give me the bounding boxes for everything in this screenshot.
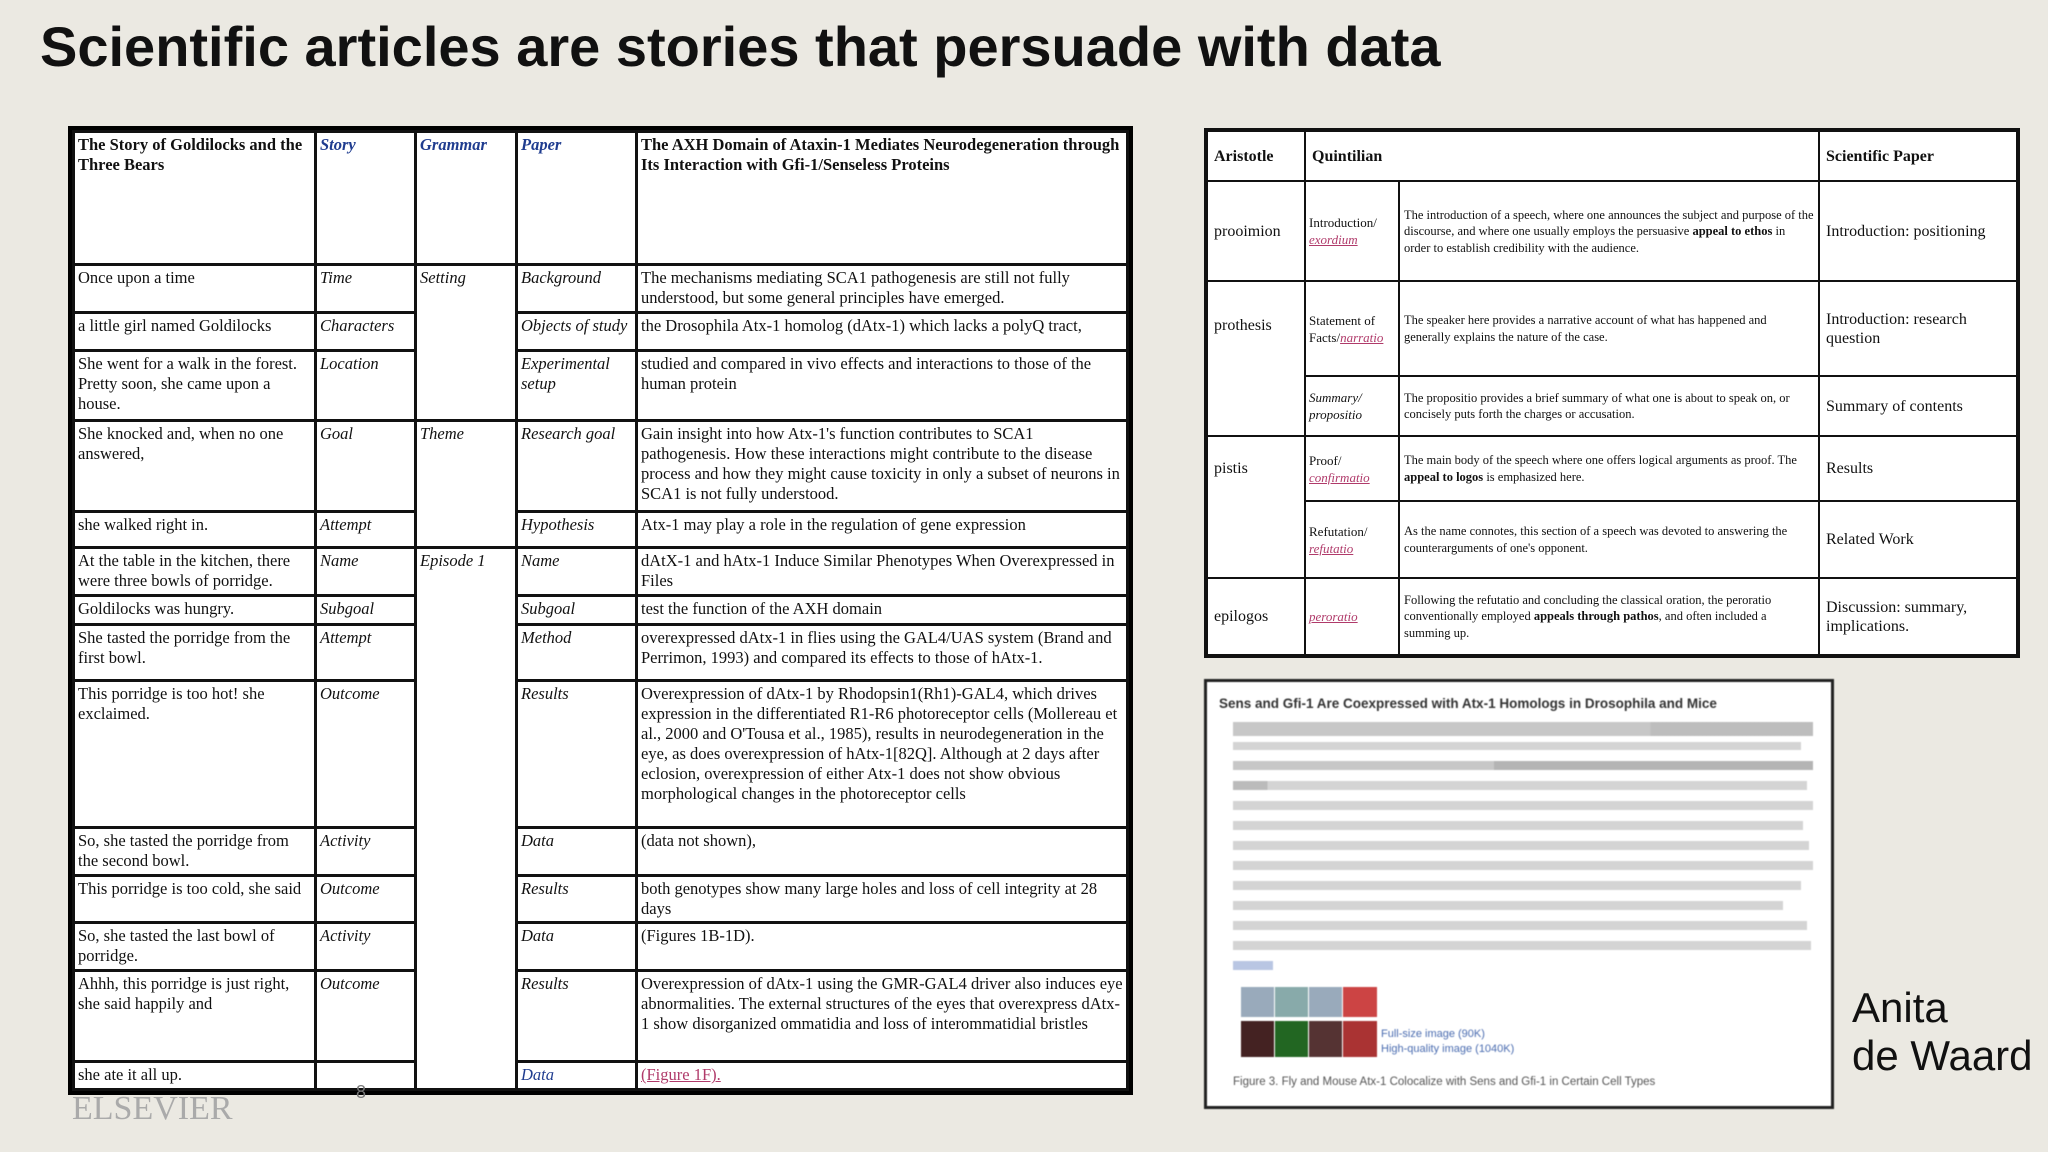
full-size-image-link[interactable]: Full-size image (90K)	[1381, 1028, 1485, 1040]
story-role: Outcome	[317, 877, 414, 922]
paper-text: (data not shown),	[638, 829, 1126, 874]
paper-role: Results	[518, 877, 635, 922]
story-text: This porridge is too hot! she exclaimed.	[75, 682, 314, 825]
story-text: She went for a walk in the forest. Pretty soon, she came upon a house.	[75, 352, 314, 419]
header-quintilian: Quintilian	[1306, 132, 1818, 180]
header-aristotle: Aristotle	[1208, 132, 1304, 180]
story-role: Outcome	[317, 972, 414, 1060]
paper-section: Results	[1820, 437, 2016, 499]
paper-role: Objects of study	[518, 314, 635, 349]
paper-text: the Drosophila Atx-1 homolog (dAtx-1) which lacks a polyQ tract,	[638, 314, 1126, 349]
refutatio-link[interactable]: refutatio	[1309, 540, 1354, 556]
header-paper-title: The AXH Domain of Ataxin-1 Mediates Neurodegeneration through Its Interaction with Gfi-1/Senseless Proteins	[638, 133, 1126, 263]
story-role: Name	[317, 549, 414, 594]
story-role: Goal	[317, 422, 414, 510]
paper-role: Name	[518, 549, 635, 594]
story-text: She knocked and, when no one answered,	[75, 422, 314, 510]
paper-section: Summary of contents	[1820, 377, 2016, 435]
paper-text: test the function of the AXH domain	[638, 597, 1126, 624]
paper-role: Hypothesis	[518, 513, 635, 546]
paper-role: Data	[518, 924, 635, 969]
table-row	[1208, 502, 2016, 578]
paper-text: studied and compared in vivo effects and interactions to those of the human protein	[638, 352, 1126, 419]
table-row	[75, 352, 1126, 419]
table-row	[1208, 182, 2016, 280]
grammar-role: Setting	[417, 266, 515, 419]
excerpt-body-blurred	[1233, 716, 1813, 970]
story-text: Once upon a time	[75, 266, 314, 311]
image-links	[1381, 1027, 1514, 1057]
description: The propositio provides a brief summary of what one is about to speak on, or concisely puts forth the charges or accusation.	[1400, 377, 1818, 435]
story-role: Attempt	[317, 513, 414, 546]
peroratio-link[interactable]: peroratio	[1309, 609, 1358, 625]
narratio-link[interactable]: narratio	[1340, 329, 1384, 345]
table-row	[75, 972, 1126, 1060]
table-row	[1208, 377, 2016, 435]
paper-text: Overexpression of dAtx-1 by Rhodopsin1(Rh1)-GAL4, which drives expression in the differentiated R1-R6 photoreceptor cells (Mollereau et al., 2000 and O'Tousa et al., 1985), results in neurodegeneration in the eye, as does overexpression of hAtx-1[82Q]. Although at 2 days after eclosion, overexpression of either Atx-1 does not show obvious morphological changes in the photoreceptor cells	[638, 682, 1126, 825]
paper-text: both genotypes show many large holes and loss of cell integrity at 28 days	[638, 877, 1126, 922]
story-role: Attempt	[317, 626, 414, 679]
grammar-role: Episode 1	[417, 549, 515, 1088]
paper-role: Research goal	[518, 422, 635, 510]
figure-link[interactable]: (Figure 1F).	[641, 1065, 721, 1085]
paper-text: overexpressed dAtx-1 in flies using the GAL4/UAS system (Brand and Perrimon, 1993) and compared its effects to those of hAtx-1.	[638, 626, 1126, 679]
story-text: Ahhh, this porridge is just right, she said happily and	[75, 972, 314, 1060]
table-row	[75, 924, 1126, 969]
aristotle-term: prooimion	[1208, 182, 1304, 280]
paper-text: The mechanisms mediating SCA1 pathogenesis are still not fully understood, but some general principles have emerged.	[638, 266, 1126, 311]
paper-text: Gain insight into how Atx-1's function contributes to SCA1 pathogenesis. How these interactions might contribute to the disease process and how they might cause toxicity in only a subset of neurons in SCA1 is not fully understood.	[638, 422, 1126, 510]
aristotle-term: pistis	[1208, 437, 1304, 577]
aristotle-term: epilogos	[1208, 579, 1304, 654]
paper-role: Data	[518, 1063, 635, 1088]
story-role: Location	[317, 352, 414, 419]
description: As the name connotes, this section of a speech was devoted to answering the counterarguments of one's opponent.	[1400, 502, 1818, 578]
table-row	[75, 314, 1126, 349]
paper-excerpt-screenshot	[1204, 679, 1834, 1109]
quintilian-term: Introduction/ exordium	[1306, 182, 1398, 280]
table-row	[75, 422, 1126, 510]
story-role: Characters	[317, 314, 414, 349]
paper-role: Experimental setup	[518, 352, 635, 419]
paper-section: Related Work	[1820, 502, 2016, 578]
quintilian-term: Refutation/ refutatio	[1306, 502, 1398, 578]
description: The introduction of a speech, where one announces the subject and purpose of the discourse, and where one usually employs the persuasive appeal to ethos in order to establish credibility with the audience.	[1400, 182, 1818, 280]
paper-role: Results	[518, 682, 635, 825]
author-name: Anita de Waard	[1852, 984, 2033, 1079]
paper-text-cell	[638, 1063, 1126, 1088]
paper-text: Atx-1 may play a role in the regulation of gene expression	[638, 513, 1126, 546]
grammar-role: Theme	[417, 422, 515, 546]
table-row	[75, 626, 1126, 679]
story-text: she walked right in.	[75, 513, 314, 546]
page-number: 8	[356, 1082, 367, 1102]
figure-caption: Figure 3. Fly and Mouse Atx-1 Colocalize with Sens and Gfi-1 in Certain Cell Types	[1233, 1076, 1656, 1088]
paper-role: Subgoal	[518, 597, 635, 624]
paper-section: Introduction: positioning	[1820, 182, 2016, 280]
table-row	[75, 1063, 1126, 1088]
story-role: Outcome	[317, 682, 414, 825]
paper-text: Overexpression of dAtx-1 using the GMR-GAL4 driver also induces eye abnormalities. The external structures of the eyes that overexpress dAtx-1 show disorganized ommatidia and loss of interommatidial bristles	[638, 972, 1126, 1060]
quintilian-term: Proof/ confirmatio	[1306, 437, 1398, 499]
story-text: Goldilocks was hungry.	[75, 597, 314, 624]
paper-text: dAtX-1 and hAtx-1 Induce Similar Phenotypes When Overexpressed in Files	[638, 549, 1126, 594]
aristotle-term: prothesis	[1208, 282, 1304, 435]
header-paper: Paper	[518, 133, 635, 263]
figure-thumbnail[interactable]	[1241, 987, 1377, 1059]
slide-title: Scientific articles are stories that persuade with data	[40, 15, 1441, 78]
table-row	[75, 829, 1126, 874]
quintilian-term	[1306, 579, 1398, 654]
high-quality-image-link[interactable]: High-quality image (1040K)	[1381, 1043, 1515, 1055]
story-text: So, she tasted the porridge from the second bowl.	[75, 829, 314, 874]
story-text: So, she tasted the last bowl of porridge.	[75, 924, 314, 969]
paper-section: Introduction: research question	[1820, 282, 2016, 375]
header-story: Story	[317, 133, 414, 263]
quintilian-term: Statement of Facts/narratio	[1306, 282, 1398, 375]
confirmatio-link[interactable]: confirmatio	[1309, 469, 1370, 485]
table-row	[75, 549, 1126, 594]
header-story-title: The Story of Goldilocks and the Three Bears	[75, 133, 314, 263]
table-row	[1208, 437, 2016, 499]
paper-role: Data	[518, 829, 635, 874]
elsevier-logo: ELSEVIER	[72, 1090, 233, 1127]
story-text: She tasted the porridge from the first bowl.	[75, 626, 314, 679]
table-row	[75, 597, 1126, 624]
quintilian-term: Summary/ propositio	[1306, 377, 1398, 435]
table-row	[75, 513, 1126, 546]
table-row	[1208, 579, 2016, 654]
rhetoric-table	[1204, 128, 2020, 658]
paper-role: Results	[518, 972, 635, 1060]
story-role: Activity	[317, 924, 414, 969]
table-row	[75, 682, 1126, 825]
excerpt-heading: Sens and Gfi-1 Are Coexpressed with Atx-1 Homologs in Drosophila and Mice	[1219, 696, 1717, 711]
story-role: Activity	[317, 829, 414, 874]
story-role: Subgoal	[317, 597, 414, 624]
description: The speaker here provides a narrative account of what has happened and generally explains the nature of the case.	[1400, 282, 1818, 375]
paper-text: (Figures 1B-1D).	[638, 924, 1126, 969]
table-row	[75, 266, 1126, 311]
header-grammar: Grammar	[417, 133, 515, 263]
story-paper-table	[68, 126, 1133, 1095]
story-text: This porridge is too cold, she said	[75, 877, 314, 922]
story-text: a little girl named Goldilocks	[75, 314, 314, 349]
table-row	[75, 877, 1126, 922]
paper-section: Discussion: summary, implications.	[1820, 579, 2016, 654]
story-text: At the table in the kitchen, there were three bowls of porridge.	[75, 549, 314, 594]
table-row	[1208, 282, 2016, 375]
header-scientific-paper: Scientific Paper	[1820, 132, 2016, 180]
story-role: Time	[317, 266, 414, 311]
description: The main body of the speech where one offers logical arguments as proof. The appeal to logos is emphasized here.	[1400, 437, 1818, 499]
description: Following the refutatio and concluding the classical oration, the peroratio conventionally employed appeals through pathos, and often included a summing up.	[1400, 579, 1818, 654]
paper-role: Method	[518, 626, 635, 679]
paper-role: Background	[518, 266, 635, 311]
story-text: she ate it all up.	[75, 1063, 314, 1088]
exordium-link[interactable]: exordium	[1309, 232, 1358, 248]
